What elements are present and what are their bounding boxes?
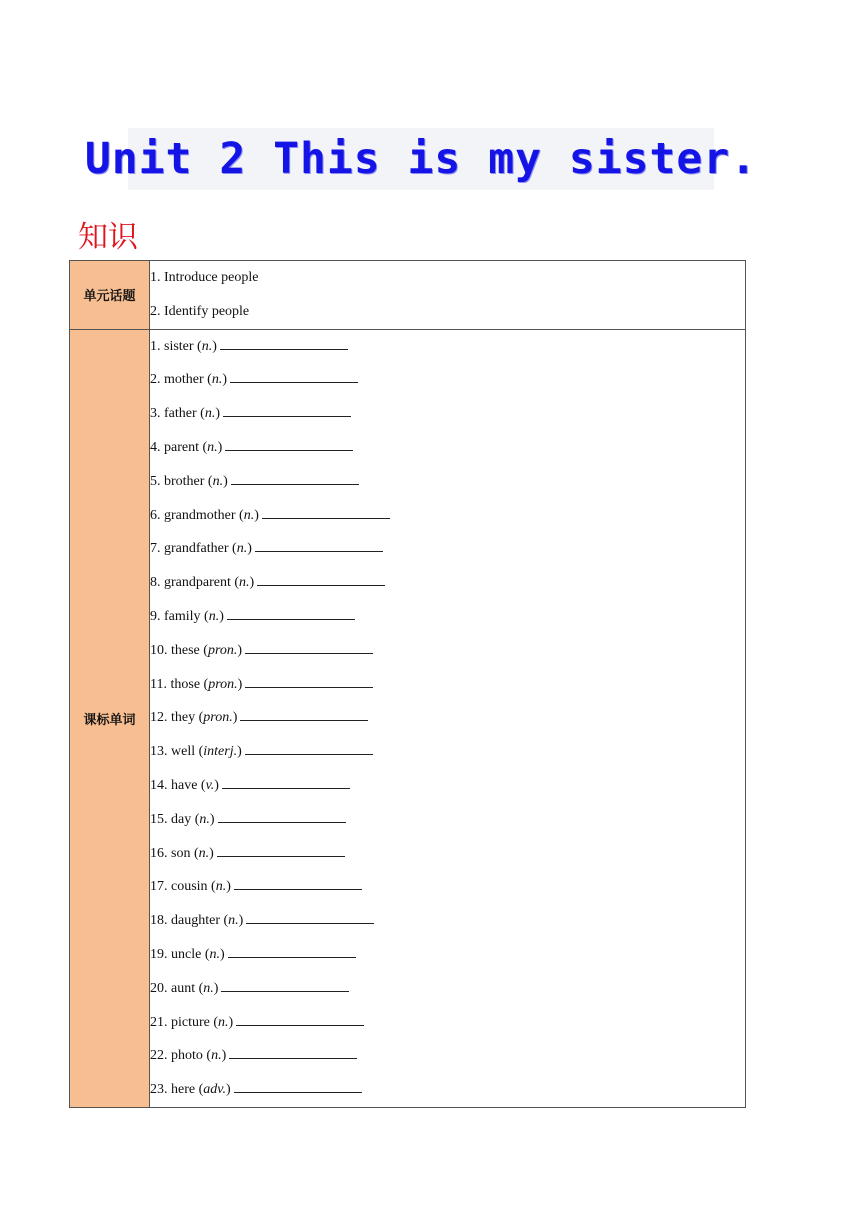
vocab-close-paren: ) [223,473,228,489]
vocab-close-paren: ) [225,1082,231,1098]
part-of-speech: n. [228,913,239,929]
part-of-speech: v. [205,777,215,793]
vocab-word: 3. father ( [150,406,205,422]
answer-blank[interactable] [236,1013,364,1026]
part-of-speech: n. [207,439,218,455]
vocab-word: 6. grandmother ( [150,507,244,523]
part-of-speech: n. [218,1014,229,1030]
vocab-word: 7. grandfather ( [150,541,237,557]
vocab-row [70,329,746,1107]
vocab-word: 13. well ( [150,744,204,760]
answer-blank[interactable] [234,1080,362,1093]
vocab-item [150,465,745,499]
vocab-item [150,769,745,803]
vocab-item [150,397,745,431]
vocab-close-paren: ) [249,575,255,591]
part-of-speech: pron. [208,676,238,692]
vocab-item [150,972,745,1006]
vocab-item [150,837,745,871]
vocab-item [150,1039,745,1073]
vocab-item [150,735,745,769]
vocab-word: 2. mother ( [150,372,212,388]
part-of-speech: n. [199,811,210,827]
answer-blank[interactable] [245,675,373,688]
vocab-word: 8. grandparent ( [150,575,240,591]
vocab-word: 23. here ( [150,1082,204,1098]
vocab-word: 9. family ( [150,608,209,624]
answer-blank[interactable] [223,404,351,417]
vocab-item [150,904,745,938]
knowledge-table [69,260,746,1108]
answer-blank[interactable] [231,472,359,485]
vocab-item [150,938,745,972]
vocab-close-paren: ) [221,1048,227,1064]
vocab-item [150,431,745,465]
vocab-item [150,634,745,668]
vocab-close-paren: ) [237,642,243,658]
vocab-close-paren: ) [217,439,223,455]
vocab-word: 21. picture ( [150,1014,219,1030]
vocab-close-paren: ) [219,608,224,624]
vocab-word: 18. daughter ( [150,913,229,929]
vocab-word: 17. cousin ( [150,879,216,895]
topic-item: 2. Identify people [150,303,250,319]
section-heading: 知识 [78,220,138,255]
vocab-close-paren: ) [254,507,259,523]
answer-blank[interactable] [228,945,356,958]
part-of-speech: pron. [207,642,238,658]
vocab-close-paren: ) [209,811,215,827]
vocab-word: 10. these ( [150,642,208,658]
answer-blank[interactable] [227,607,355,620]
vocab-close-paren: ) [219,946,225,962]
vocab-word: 16. son ( [150,845,199,861]
vocab-close-paren: ) [212,338,217,354]
answer-blank[interactable] [222,776,350,789]
answer-blank[interactable] [218,810,346,823]
topic-item: 1. Introduce people [150,270,259,285]
part-of-speech: n. [211,372,223,388]
vocab-item [150,566,745,600]
vocab-word: 22. photo ( [150,1048,212,1064]
vocab-word: 12. they ( [150,710,204,726]
vocab-close-paren: ) [222,372,227,388]
answer-blank[interactable] [225,438,353,451]
vocab-item [150,499,745,533]
vocab-close-paren: ) [232,710,238,726]
vocab-item [150,600,745,634]
vocab-item [150,701,745,735]
vocab-close-paren: ) [209,845,214,861]
part-of-speech: interj. [203,744,238,760]
topics-header: 单元话题 [70,261,150,330]
vocab-header: 课标单词 [70,329,150,1107]
vocab-item [150,1073,745,1107]
part-of-speech: n. [215,879,227,895]
answer-blank[interactable] [217,844,345,857]
vocab-word: 19. uncle ( [150,946,210,962]
answer-blank[interactable] [245,742,373,755]
vocab-item [150,803,745,837]
part-of-speech: n. [209,946,220,962]
vocab-item [150,330,745,364]
vocab-item [150,1006,745,1040]
vocab-item [150,870,745,904]
topics-cell [150,261,746,330]
topics-row [70,261,746,330]
answer-blank[interactable] [245,641,373,654]
vocab-item [150,668,745,702]
part-of-speech: n. [201,338,213,354]
vocab-word: 1. sister ( [150,338,202,354]
vocab-close-paren: ) [214,777,219,793]
vocab-close-paren: ) [228,1014,234,1030]
vocab-close-paren: ) [247,541,252,557]
part-of-speech: n. [211,1048,222,1064]
vocab-word: 11. those ( [150,676,209,692]
part-of-speech: n. [198,845,210,861]
part-of-speech: n. [208,608,220,624]
part-of-speech: n. [212,473,224,489]
vocab-close-paren: ) [213,980,219,996]
answer-blank[interactable] [221,979,349,992]
vocab-close-paren: ) [238,913,244,929]
answer-blank[interactable] [240,708,368,721]
vocab-item [150,532,745,566]
vocab-word: 20. aunt ( [150,980,204,996]
part-of-speech: n. [236,541,248,557]
part-of-speech: n. [203,980,214,996]
vocab-close-paren: ) [237,744,242,760]
answer-blank[interactable] [262,506,390,519]
vocab-item [150,363,745,397]
part-of-speech: pron. [203,710,233,726]
vocab-close-paren: ) [237,676,243,692]
vocab-close-paren: ) [226,879,231,895]
answer-blank[interactable] [230,370,358,383]
answer-blank[interactable] [234,877,362,890]
part-of-speech: n. [204,406,216,422]
answer-blank[interactable] [220,337,348,350]
answer-blank[interactable] [257,573,385,586]
vocab-word: 4. parent ( [150,439,208,455]
answer-blank[interactable] [229,1046,357,1059]
part-of-speech: n. [243,507,255,523]
vocab-word: 14. have ( [150,777,206,793]
unit-title-banner [84,128,758,190]
unit-title: Unit 2 This is my sister. [84,134,758,184]
part-of-speech: adv. [203,1082,226,1098]
vocab-word: 15. day ( [150,811,200,827]
answer-blank[interactable] [255,539,383,552]
part-of-speech: n. [239,575,250,591]
vocab-cell [150,329,746,1107]
vocab-word: 5. brother ( [150,473,213,489]
answer-blank[interactable] [246,911,374,924]
vocab-close-paren: ) [215,406,220,422]
